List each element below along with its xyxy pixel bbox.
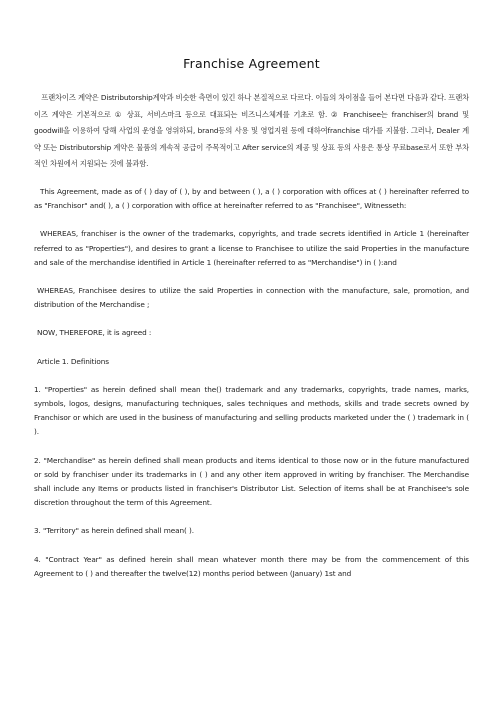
definition-1: 1. "Properties" as herein defined shall mean the() trademark and any trademarks, copyrights, trade names, marks, symbols, logos, designs, manufacturing techniques, sales techniques and methods, skills and trade secrets owned by Franchisor or which are used in the business of manufacturing and selling products marketed under the ( ) trademark in ( ).: [34, 384, 469, 437]
spacer: [34, 173, 469, 185]
spacer: [34, 312, 469, 326]
agreement-parties-paragraph: This Agreement, made as of ( ) day of ( ), by and between ( ), a ( ) corporation with offices at ( ) hereinafter referred to as "Franchisor" and( ), a ( ) corporation with office at hereinafter referred to as "Franchisee", Witnesseth:: [34, 186, 469, 211]
spacer: [34, 440, 469, 454]
intro-paragraph: 프랜차이즈 계약은 Distributorship계약과 비슷한 측면이 있긴 하나 본질적으로 다르다. 이들의 차이점을 들어 본다면 다음과 같다. 프랜차이즈 계약은 기본적으로 ① 상표, 서비스마크 등으로 대표되는 비즈니스체계를 기초로 함. ② Franchisee는 franchiser의 brand 및 goodwill을 이용하여 당해 사업의 운영을 영위하되, brand등의 사용 및 영업지원 등에 대하여franchise 대가를 지불함. 그러나, Dealer 계약 또는 Distributorship 계약은 물품의 계속적 공급이 주목적이고 After service의 제공 및 상표 등의 사용은 통상 무료base로서 또한 부차적인 차원에서 지원되는 것에 불과함.: [34, 93, 469, 169]
spacer: [34, 539, 469, 553]
document-title: Franchise Agreement: [183, 56, 320, 71]
spacer: [34, 369, 469, 383]
spacer: [34, 341, 469, 355]
article-heading: Article 1. Definitions: [37, 356, 109, 366]
spacer: [34, 213, 469, 227]
definition-2: 2. "Merchandise" as herein defined shall mean products and items identical to those now or in the future manufactured or sold by franchiser under its trademarks in ( ) and any other item approved in writing by franchiser. The Merchandise shall include any Items or products listed in franchiser's Distributor List. Selection of items shall be at Franchisee's sole discretion throughout the term of this Agreement.: [34, 455, 469, 508]
definition-3: 3. "Territory" as herein defined shall mean( ).: [34, 526, 194, 536]
definition-4: 4. "Contract Year" as defined herein shall mean whatever month there may be from the commencement of this Agreement to ( ) and thereafter the twelve(12) months period between (January) 1st and: [34, 554, 469, 578]
whereas-paragraph-2: WHEREAS, Franchisee desires to utilize the said Properties in connection with the manufacture, sale, promotion, and distribution of the Merchandise ;: [34, 285, 469, 310]
spacer: [34, 270, 469, 284]
whereas-paragraph-1: WHEREAS, franchiser is the owner of the trademarks, copyrights, and trade secrets identified in Article 1 (hereinafter referred to as "Properties"), and desires to grant a license to Franchisee to utilize the said Properties in the manufacture and sale of the merchandise identified in Article 1 (hereinafter referred to as "Merchandise") in ( ):and: [34, 229, 469, 267]
now-therefore-line: NOW, THEREFORE, it is agreed :: [37, 328, 152, 338]
spacer: [34, 510, 469, 524]
